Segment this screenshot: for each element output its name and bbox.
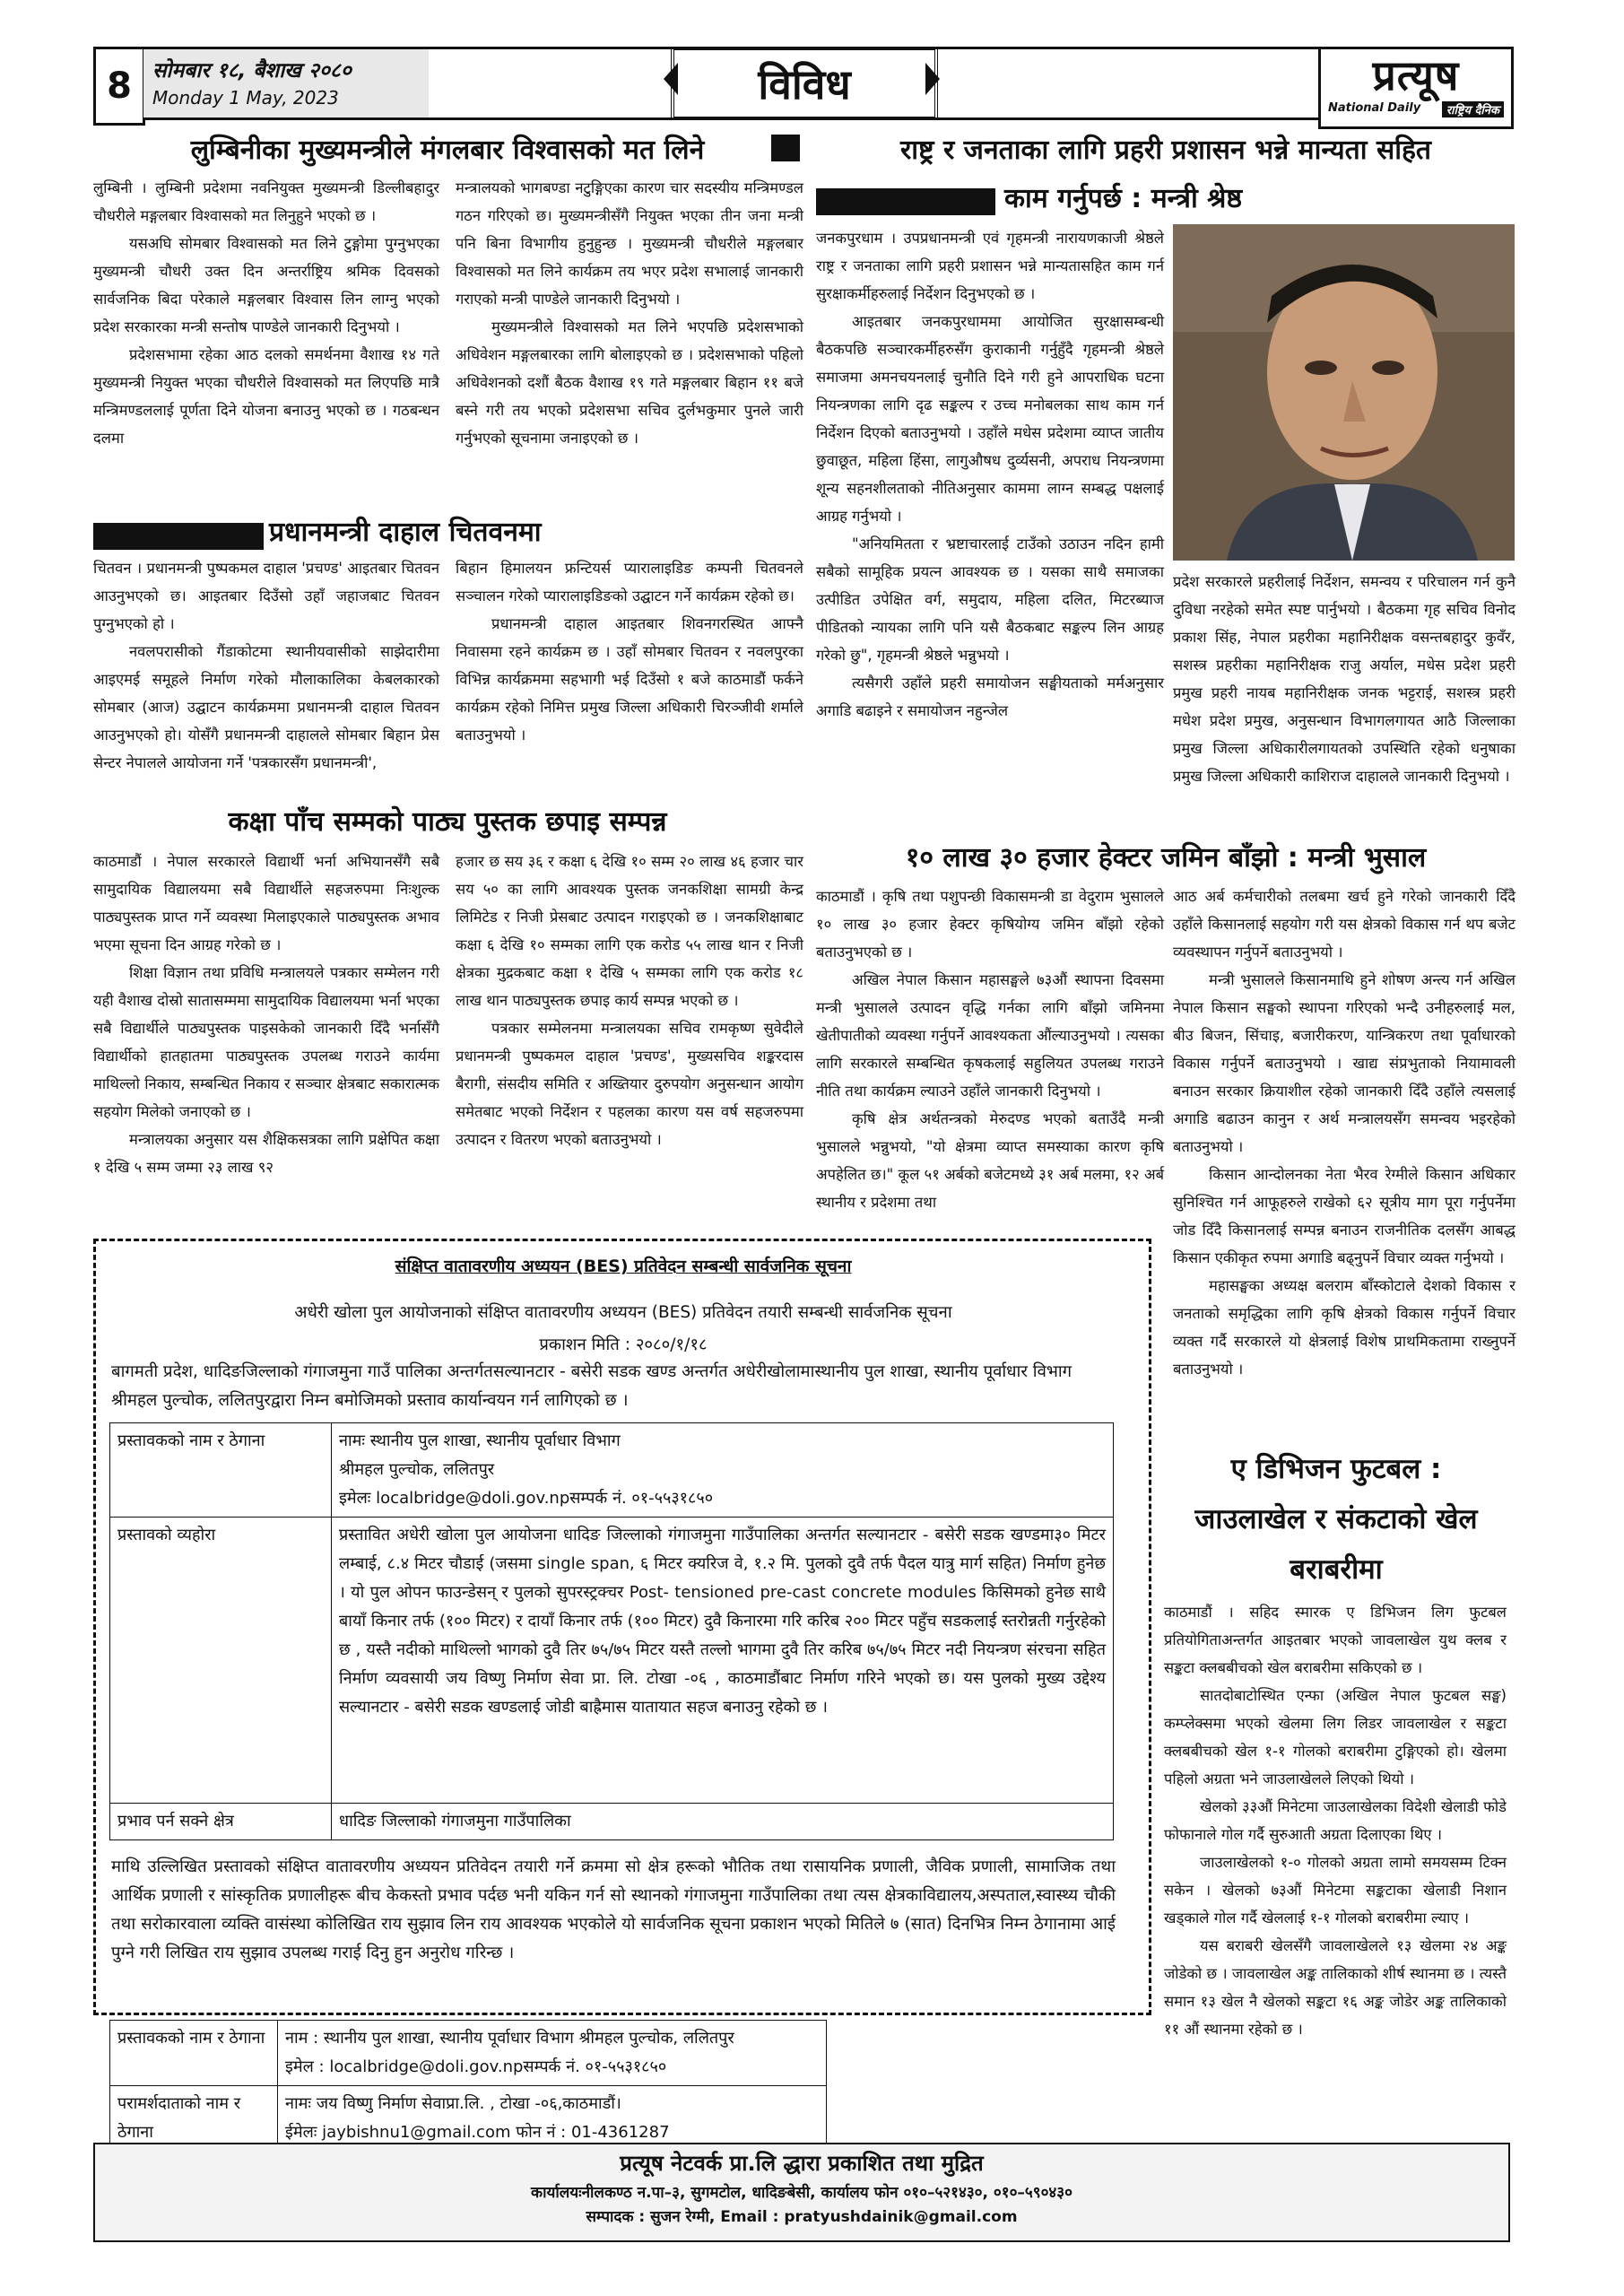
paragraph: महासङ्घका अध्यक्ष बलराम बाँस्कोटाले देशको विकास र जनताको समृद्धिका लागि कृषि क्षेत्रको विकास गर्नुपर्ने विचार व्यक्त गर्दै सरकारले यो क्षेत्रलाई विशेष प्राथमिकतामा राख्नुपर्ने बताउनुभयो । [1173,1277,1515,1378]
article4-headline-bar [816,188,995,215]
portrait-image [1173,224,1515,561]
headline-line: जाउलाखेल र संकटाको खेल [1194,1503,1478,1535]
footer-publisher: प्रत्यूष नेटवर्क प्रा.लि द्धारा प्रकाशित तथा मुद्रित [620,2151,984,2176]
article3-headline: कक्षा पाँच सम्मको पाठ्य पुस्तक छपाइ सम्पन्न [228,806,667,838]
page-number: 8 [93,47,145,126]
table-cell: प्रस्तावकको नाम र ठेगाना [110,1423,332,1518]
article3-column-1 [93,848,439,1181]
article6-headline [1157,1444,1515,1595]
paragraph: आइतबार जनकपुरधाममा आयोजित सुरक्षासम्बन्धी बैठकपछि सञ्चारकर्मीहरुसँग कुराकानी गर्नुहुँदै गृहमन्त्री श्रेष्ठले समाजमा अमनचयनलाई चुनौति दिने गरी हुने आपराधिक घटना नियन्त्रणका लागि दृढ सङ्कल्प र उच्च मनोबलका साथ काम गर्न निर्देशन दिएको बताउनुभयो । उहाँले मधेस प्रदेशमा व्याप्त जातीय छुवाछूत, महिला हिंसा, लागुऔषध दुर्व्यसनी, अपराध नियन्त्रणमा शून्य सहनशीलताको नीतिअनुसार काममा लाग्न सम्बद्ध पक्षलाई आग्रह गर्नुभयो । [816,313,1164,525]
cell-line: इमेलः localbridge@doli.gov.npसम्पर्क नं. ०१-५५३१८५० [339,1489,714,1508]
table-cell [278,2086,827,2152]
cell-line: इमेल : localbridge@doli.gov.npसम्पर्क नं. ०१-५५३१८५० [285,2057,667,2076]
paragraph: किसान आन्दोलनका नेता भैरव रेग्मीले किसान अधिकार सुनिश्चित गर्न आफूहरुले राखेको ६२ सूत्रीय माग पूरा गर्नुपर्नेमा जोड दिँदै किसानलाई सम्पन्न बनाउन राजनीतिक दलसँग आबद्ध किसान एकीकृत रुपमा अगाडि बढ्नुपर्ने विचार व्यक्त गर्नुभयो । [1173,1166,1515,1266]
table-cell: प्रस्तावित अधेरी खोला पुल आयोजना धादिङ जिल्लाको गंगाजमुना गाउँपालिका अन्तर्गत सल्यानटार - बसेरी सडक खण्डमा३० मिटर लम्बाई, ८.४ मिटर चौडाई (जसमा single span, ६ मिटर क्यरिज वे, १.२ मि. पुलको दुवै तर्फ पैदल यात्रु मार्ग सहित) निर्माण हुनेछ । यो पुल ओपन फाउन्डेसन् र पुलको सुपरस्ट्रक्चर Post- tensioned pre-cast concrete modules किसिमको हुनेछ साथै बायाँ किनार तर्फ (१०० मिटर) र दायाँ किनार तर्फ (१०० मिटर) दुवै किनारमा गरि करिब २०० मिटर पहुँच सडकलाई स्तरोन्नती गर्नुरहेको छ , यस्तै नदीको माथिल्लो भागको दुवै तिर ७५/७५ मिटर यस्तै तल्लो भागमा दुवै तिर करिब ७५/७५ मिटर नदी नियन्त्रण संरचना सहित निर्माण व्यवसायी जय विष्णु निर्माण सेवा प्रा. लि. टोखा -०६ , काठमाडौंबाट निर्माण गरिने भएको छ। यस पुलको मुख्य उद्देश्य सल्यानटार - बसेरी सडक खण्डलाई जोडी बाह्रैमास यातायात सहज बनाउनु रहेको छ । [332,1518,1114,1804]
triangle-right-icon [925,63,940,95]
article4-headline-line1: राष्ट्र र जनताका लागि प्रहरी प्रशासन भन्ने मान्यता सहित [899,135,1432,166]
imprint-footer [93,2143,1510,2242]
paragraph: मन्त्रालयको भागबण्डा नटुङ्गिएका कारण चार सदस्यीय मन्त्रिमण्डल गठन गरिएको छ। मुख्यमन्त्रीसँगै नियुक्त भएका तीन जना मन्त्री पनि बिना विभागीय हुनुहुन्छ । मुख्यमन्त्री चौधरीले मङ्गलबार विश्वासको मत लिने कार्यक्रम तय भएर प्रदेश सभालाई जानकारी गराएको मन्त्री पाण्डेले जानकारी दिनुभयो । [456,179,803,308]
notice-title: संक्षिप्त वातावरणीय अध्ययन (BES) प्रतिवेदन सम्बन्धी सार्वजनिक सूचना [395,1257,852,1276]
table-cell: प्रस्तावकको नाम र ठेगाना [110,2021,278,2086]
paragraph: कृषि क्षेत्र अर्थतन्त्रको मेरुदण्ड भएको बताउँदै मन्त्री भुसालले भन्नुभयो, "यो क्षेत्रमा व्याप्त समस्याका कारण कृषि अपहेलित छ।" कूल ५१ अर्बको बजेटमध्ये ३१ अर्ब मलमा, १२ अर्ब स्थानीय र प्रदेशमा तथा [816,1110,1164,1211]
logo-tag-en: National Daily [1328,101,1421,115]
article2-column-2 [456,554,803,749]
table-cell: धादिङ जिल्लाको गंगाजमुना गाउँपालिका [332,1804,1114,1840]
article4-column-1 [816,224,1164,725]
paragraph: शिक्षा विज्ञान तथा प्रविधि मन्त्रालयले पत्रकार सम्मेलन गरी यही वैशाख दोस्रो सातासम्ममा सामुदायिक विद्यालयमा भर्ना भएका सबै विद्यार्थीले पाठ्यपुस्तक पाइसकेको जानकारी दिँदै भर्नासँगै विद्यार्थीको हातहातमा पाठ्यपुस्तक उपलब्ध गराउने कार्यमा माथिल्लो निकाय, सम्बन्धित निकाय र सञ्चार क्षेत्रबाट सकारात्मक सहयोग मिलेको जनाएको छ । [93,964,439,1120]
paragraph: मन्त्रालयका अनुसार यस शैक्षिकसत्रका लागि प्रक्षेपित कक्षा १ देखि ५ सम्म जम्मा २३ लाख ९२ [93,1131,439,1176]
paragraph: बिहान हिमालयन फ्रन्टियर्स प्यारालाइडिङ कम्पनी चितवनले सञ्चालन गरेको प्यारालाइडिङको उद्घाटन गर्ने कार्यक्रम रहेको छ। [456,560,803,604]
article2-headline-bar [93,523,264,550]
notice-table-1 [109,1422,1114,1840]
section-title: विविध [671,47,938,120]
table-cell: प्रस्तावको व्यहोरा [110,1518,332,1804]
logo-main: प्रत्यूष [1372,51,1460,100]
paragraph: त्यसैगरी उहाँले प्रहरी समायोजन सङ्घीयताको मर्मअनुसार अगाडि बढाइने र समायोजन नहुन्जेल [816,674,1164,719]
paragraph: मुख्यमन्त्रीले विश्वासको मत लिने भएपछि प्रदेशसभाको अधिवेशन मङ्गलबारका लागि बोलाइएको छ । प्रदेशसभाको पहिलो अधिवेशनको दशौं बैठक वैशाख १९ गते मङ्गलबार बिहान ११ बजे बस्ने गरी तय भएको प्रदेशसभा सचिव दुर्लभकुमार पुनले जारी गर्नुभएको सूचनामा जनाइएको छ । [456,318,803,447]
table-row [110,2021,827,2086]
table-cell: प्रभाव पर्न सक्ने क्षेत्र [110,1804,332,1840]
table-row [110,2086,827,2152]
article2-column-1 [93,554,439,777]
logo-tag-np: राष्ट्रिय दैनिक [1442,101,1504,117]
cell-line: श्रीमहल पुल्चोक, ललितपुर [339,1460,495,1479]
table-row [110,1423,1114,1518]
paragraph: काठमाडौं । नेपाल सरकारले विद्यार्थी भर्ना अभियानसँगै सबै सामुदायिक विद्यालयमा सबै विद्यार्थीले सहजरुपमा निःशुल्क पाठ्यपुस्तक प्राप्त गर्ने व्यवस्था मिलाइएकाले पाठ्यपुस्तक अभाव भएमा सूचना दिन आग्रह गरेको छ । [93,853,439,953]
article5-column-2 [1173,883,1515,1383]
date-block [143,47,429,120]
notice-date: प्रकाशन मिति : २०८०/१/१८ [539,1335,708,1354]
paragraph: "अनियमितता र भ्रष्टाचारलाई टाउँको उठाउन नदिन हामी सबैको सामूहिक प्रयत्न आवश्यक छ । यसका साथै समाजका उत्पीडित उपेक्षित वर्ग, समुदाय, महिला दलित, मिटरब्याज पीडितको न्यायका लागि पनि यसै बैठकबाट सङ्कल्प लिन आग्रह गरेको छु", गृहमन्त्री श्रेष्ठले भन्नुभयो । [816,535,1164,664]
paragraph: यस बराबरी खेलसँगै जावलाखेलले १३ खेलमा २४ अङ्क जोडेको छ । जावलाखेल अङ्क तालिकाको शीर्ष स्थानमा छ । त्यस्तै समान १३ खेल नै खेलको सङ्कटा १६ अङ्क जोडेर अङ्क तालिकाको ११ औं स्थानमा रहेको छ । [1164,1937,1507,2038]
table-row [110,1804,1114,1840]
paragraph: हजार छ सय ३६ र कक्षा ६ देखि १० सम्म २० लाख ४६ हजार चार सय ५० का लागि आवश्यक पुस्तक जनकशिक्षा सामग्री केन्द्र लिमिटेड र निजी प्रेसबाट उत्पादन गराइएको छ । जनकशिक्षाबाट कक्षा ६ देखि १० सम्मका लागि एक करोड ५५ लाख थान र निजी क्षेत्रका मुद्रकबाट कक्षा १ देखि ५ सम्मका लागि एक करोड १८ लाख थान पाठ्यपुस्तक छपाइ कार्य सम्पन्न भएको छ । [456,853,803,1009]
paragraph: काठमाडौं । सहिद स्मारक ए डिभिजन लिग फुटबल प्रतियोगिताअन्तर्गत आइतबार भएको जावलाखेल युथ क्लब र सङ्कटा क्लबबीचको खेल बराबरीमा सकिएको छ । [1164,1604,1507,1676]
paragraph: प्रदेश सरकारले प्रहरीलाई निर्देशन, समन्वय र परिचालन गर्न कुनै दुविधा नरहेको समेत स्पष्ट पार्नुभयो । बैठकमा गृह सचिव विनोद प्रकाश सिंह, नेपाल प्रहरीका महानिरीक्षक वसन्तबहादुर कुवँर, सशस्त्र प्रहरीका महानिरीक्षक राजु अर्याल, मधेस प्रदेश प्रहरी प्रमुख प्रहरी नायब महानिरीक्षक जनक भट्टराई, सशस्त्र प्रहरी मधेश प्रदेश प्रमुख, अनुसन्धान विभागलगायत आठै जिल्लाका प्रमुख जिल्ला अधिकारीलगायतको उपस्थिति रहेको धनुषाका प्रमुख जिल्ला अधिकारी काशिराज दाहालले जानकारी दिनुभयो । [1173,573,1515,785]
headline-line: ए डिभिजन फुटबल : [1230,1453,1442,1485]
notice-subtitle: अधेरी खोला पुल आयोजनाको संक्षिप्त वातावरणीय अध्ययन (BES) प्रतिवेदन तयारी सम्बन्धी सार्वजनिक सूचना [294,1303,952,1322]
footer-address: कार्यालयःनीलकण्ठ न.पा–३, सुगमटोल, धादिङबेसी, कार्यालय फोन ०१०–५२१४३०, ०१०–५९०४३० [531,2184,1073,2202]
article3-column-2 [456,848,803,1153]
date-english: Monday 1 May, 2023 [152,87,339,109]
article1-column-1 [93,174,439,452]
notice-intro: बागमती प्रदेश, धादिङजिल्लाको गंगाजमुना गाउँ पालिका अन्तर्गतसल्यानटार - बसेरी सडक खण्ड अन्तर्गत अधेरीखोलामास्थानीय पुल शाखा, स्थानीय पूर्वाधार विभाग श्रीमहल पुल्चोक, ललितपुरद्वारा निम्न बमोजिमको प्रस्ताव कार्यान्वयन गर्न लागिएको छ । [111,1362,1073,1410]
paragraph: काठमाडौं । कृषि तथा पशुपन्छी विकासमन्त्री डा वेदुराम भुसालले १० लाख ३० हजार हेक्टर कृषियोग्य जमिन बाँझो रहेको बताउनुभएको छ । [816,888,1164,961]
paragraph: लुम्बिनी । लुम्बिनी प्रदेशमा नवनियुक्त मुख्यमन्त्री डिल्लीबहादुर चौधरीले मङ्गलबार विश्वासको मत लिनुहुने भएको छ । [93,179,439,224]
footer-editor: सम्पादक : सुजन रेग्मी, Email : pratyushdainik@gmail.com [586,2208,1018,2226]
newspaper-logo [1318,47,1514,129]
article1-headline-bar [771,135,800,161]
cell-line: नामः जय विष्णु निर्माण सेवाप्रा.लि. , टोखा -०६,काठमाडौं। [285,2094,621,2113]
paragraph: आठ अर्ब कर्मचारीको तलबमा खर्च हुने गरेको जानकारी दिँदै उहाँले किसानलाई सहयोग गरी यस क्षेत्रको विकास गर्न थप बजेट व्यवस्थापन गर्नुपर्ने बताउनुभयो । [1173,888,1515,961]
cell-line: नामः स्थानीय पुल शाखा, स्थानीय पूर्वाधार विभाग [339,1431,621,1450]
paragraph: जनकपुरधाम । उपप्रधानमन्त्री एवं गृहमन्त्री नारायणकाजी श्रेष्ठले राष्ट्र र जनताका लागि प्रहरी प्रशासन भन्ने मान्यतासहित काम गर्न सुरक्षाकर्मीहरुलाई निर्देशन दिनुभएको छ । [816,230,1164,302]
paragraph: पत्रकार सम्मेलनमा मन्त्रालयका सचिव रामकृष्ण सुवेदीले प्रधानमन्त्री पुष्पकमल दाहाल 'प्रचण्ड', मुख्यसचिव शङ्करदास बैरागी, संसदीय समिति र अख्तियार दुरुपयोग अनुसन्धान आयोग समेतबाट भएको निर्देशन र पहलका कारण यस वर्ष सहजरुपमा उत्पादन र वितरण भएको बताउनुभयो । [456,1020,803,1148]
article4-headline-line2: काम गर्नुपर्छ : मन्त्री श्रेष्ठ [1004,183,1243,214]
paragraph: नवलपरासीको गैंडाकोटमा स्थानीयवासीको साझेदारीमा आइएमई समूहले निर्माण गरेको मौलाकालिका केबलकारको सोमबार (आज) उद्घाटन कार्यक्रममा प्रधानमन्त्री दाहाल चितवन आउनुभएको हो। योसँगै प्रधानमन्त्री दाहालले सोमबार बिहान प्रेस सेन्टर नेपालले आयोजना गर्ने 'पत्रकारसँग प्रधानमन्त्री', [93,643,439,771]
article4-column-2 [1173,568,1515,790]
paragraph: प्रधानमन्त्री दाहाल आइतबार शिवनगरस्थित आफ्नै निवासमा रहने कार्यक्रम छ । उहाँ सोमबार चितवन र नवलपुरका विभिन्न कार्यक्रममा सहभागी भई दिउँसो १ बजे काठमाडौं फर्कने कार्यक्रम रहेको निमित्त प्रमुख जिल्ला अधिकारी चिरञ्जीवी शर्माले बताउनुभयो । [456,615,803,744]
article2-headline: प्रधानमन्त्री दाहाल चितवनमा [269,517,542,548]
paragraph: यसअघि सोमबार विश्वासको मत लिने टुङ्गोमा पुग्नुभएका मुख्यमन्त्री चौधरी उक्त दिन अन्तर्राष्ट्रिय श्रमिक दिवसको सार्वजनिक बिदा परेकाले मङ्गलबार विश्वास लिन लाग्नु भएको प्रदेश सरकारका मन्त्री सन्तोष पाण्डेले जानकारी दिनुभयो । [93,235,439,335]
minister-photo [1173,224,1515,561]
date-nepali: सोमबार १८, बैशाख २०८० [152,59,352,83]
table-row [110,1518,1114,1804]
article1-headline: लुम्बिनीका मुख्यमन्त्रीले मंगलबार विश्वासको मत लिने [190,135,705,166]
notice-table-2 [109,2020,827,2152]
table-cell [332,1423,1114,1518]
paragraph: अखिल नेपाल किसान महासङ्घले ७३औं स्थापना दिवसमा मन्त्री भुसालले उत्पादन वृद्धि गर्नका लागि बाँझो जमिनमा खेतीपातीको व्यवस्था गर्नुपर्ने आवश्यकता औंल्याउनुभयो । त्यसका लागि सरकारले सम्बन्धित कृषकलाई सहुलियत उपलब्ध गराउने नीति तथा कार्यक्रम ल्याउने उहाँले जानकारी दिनुभयो । [816,971,1164,1100]
paragraph: खेलको ३३औं मिनेटमा जाउलाखेलका विदेशी खेलाडी फोडे फोफानाले गोल गर्दै सुरुआती अग्रता दिलाएका थिए । [1164,1798,1507,1843]
logo-taglines [1321,101,1511,117]
table-cell [278,2021,827,2086]
article1-column-2 [456,174,803,452]
paragraph: प्रदेशसभामा रहेका आठ दलको समर्थनमा वैशाख १४ गते मुख्यमन्त्री नियुक्त भएका चौधरीले विश्वासको मत लिएपछि मात्रै मन्त्रिमण्डललाई पूर्णता दिने योजना बनाउनु भएको छ । गठबन्धन दलमा [93,346,439,447]
paragraph: जाउलाखेलको १-० गोलको अग्रता लामो समयसम्म टिक्न सकेन । खेलको ७३औं मिनेटमा सङ्कटाका खेलाडी निशान खड्काले गोल गर्दै खेललाई १-१ गोलको बराबरीमा ल्याए । [1164,1854,1507,1926]
article5-column-1 [816,883,1164,1216]
paragraph: मन्त्री भुसालले किसानमाथि हुने शोषण अन्त्य गर्न अखिल नेपाल किसान सङ्घको स्थापना गरिएको भन्दै उनीहरुलाई मल, बीउ बिजन, सिंचाइ, बजारीकरण, यान्त्रिकरण तथा पूर्वाधारको विकास गर्नुपर्ने बताउनुभयो । खाद्य संप्रभुताको नियामावली बनाउन सरकार क्रियाशील रहेको जानकारी दिँदै उहाँले त्यसलाई अगाडि बढाउन कानुन र अर्थ मन्त्रालयसँग समन्वय भइरहेको बताउनुभयो । [1173,971,1515,1155]
article5-headline: १० लाख ३० हजार हेक्टर जमिन बाँझो : मन्त्री भुसाल [905,842,1427,874]
cell-line: नाम : स्थानीय पुल शाखा, स्थानीय पूर्वाधार विभाग श्रीमहल पुल्चोक, ललितपुर [285,2029,734,2048]
notice-body: माथि उल्लिखित प्रस्तावको संक्षिप्त वातावरणीय अध्ययन प्रतिवेदन तयारी गर्ने क्रममा सो क्षेत्र हरूको भौतिक तथा रासायनिक प्रणाली, जैविक प्रणाली, सामाजिक तथा आर्थिक प्रणाली र सांस्कृतिक प्रणालीहरू बीच केकस्तो प्रभाव पर्दछ भनी यकिन गर्न सो स्थानको गंगाजमुना गाउँपालिका तथा त्यस क्षेत्रकाविद्यालय,अस्पताल,स्वास्थ्य चौकी तथा सरोकारवाला व्यक्ति वासंस्था कोलिखित राय सुझाव लिन राय आवश्यक भएकोले यो सार्वजनिक सूचना प्रकाशन भएको मितिले ७ (सात) दिनभित्र निम्न ठेगानामा आई पुग्ने गरी लिखित राय सुझाव उपलब्ध गराई दिनु हुन अनुरोध गरिन्छ । [111,1857,1116,1962]
cell-line: ईमेलः jaybishnu1@gmail.com फोन नं : 01-4361287 [285,2123,670,2142]
table-cell: परामर्शदाताको नाम र ठेगाना [110,2086,278,2152]
article6-column [1164,1598,1507,2043]
paragraph: सातदोबाटोस्थित एन्फा (अखिल नेपाल फुटबल सङ्घ) कम्प्लेक्समा भएको खेलमा लिग लिडर जावलाखेल र सङ्कटा क्लबबीचको खेल १-१ गोलको बराबरीमा टुङ्गिएको हो। खेलमा पहिलो अग्रता भने जाउलाखेलले लिएको थियो । [1164,1687,1507,1787]
paragraph: चितवन । प्रधानमन्त्री पुष्पकमल दाहाल 'प्रचण्ड' आइतबार चितवन आउनुभएको छ। आइतबार दिउँसो उहाँ जहाजबाट चितवन पुग्नुभएको हो । [93,560,439,632]
headline-line: बराबरीमा [1290,1553,1383,1586]
